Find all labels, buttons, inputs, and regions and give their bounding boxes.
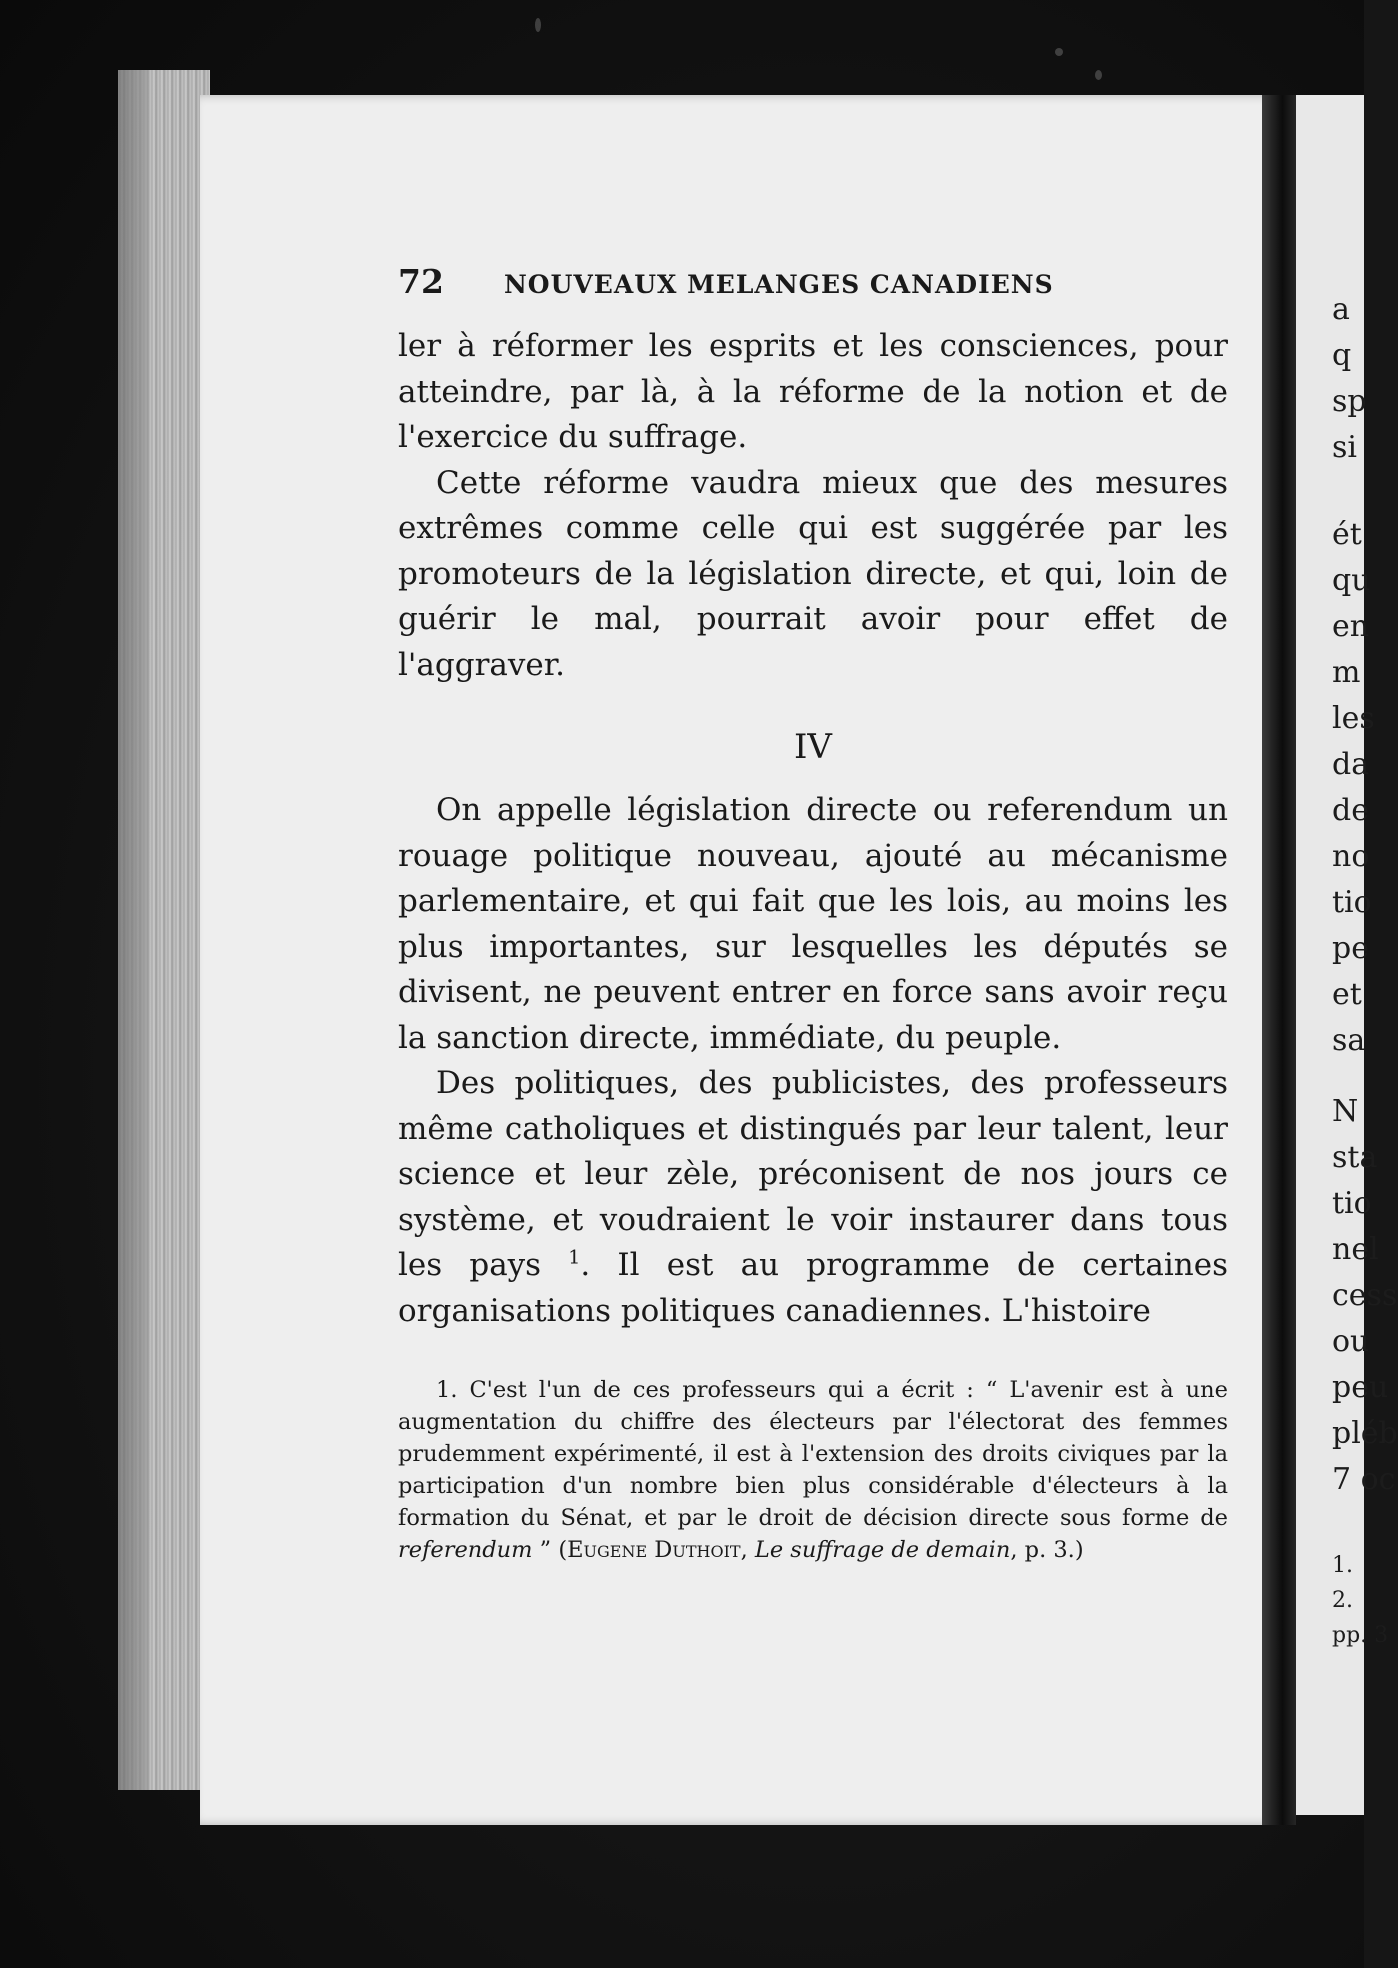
footnote-text: C'est l'un de ces professeurs qui a écrit : “ L'avenir est à une augmentation du chiffre des électeurs par l'électorat des femmes prudemment expérimenté, il est à l'extension des droits civiques par la participation d'un nombre bien plus considérable d'électeurs à la formation du Sénat, et par le droit de décision directe sous forme de xyxy=(398,1377,1228,1531)
footnote-separator: , xyxy=(740,1537,755,1563)
paragraph-1: ler à réformer les esprits et les consciences, pour atteindre, par là, à la réforme de la notion et de l'exercice du suffrage. xyxy=(398,328,1228,455)
right-page-fragment: 2. xyxy=(1332,1588,1353,1613)
right-page-partial xyxy=(1296,95,1398,1815)
scan-speck xyxy=(535,18,541,32)
footnote-book-title: Le suffrage de demain xyxy=(754,1537,1011,1563)
footnote-quote-close: ” ( xyxy=(532,1537,568,1563)
scan-speck xyxy=(1095,70,1102,80)
paragraph-3: On appelle législation directe ou referendum un rouage politique nouveau, ajouté au mécanisme parlementaire, et qui fait que les lois, au moins les plus importantes, sur lesquelles les députés se divisent, ne peuvent entrer en force sans avoir reçu la sanction directe, immédiate, du peuple. xyxy=(398,792,1228,1056)
running-header xyxy=(398,262,1228,312)
paragraph-4-text: Des politiques, des publicistes, des professeurs même catholiques et distingués par leur talent, leur science et leur zèle, préconisent de nos jours ce système, et voudraient le voir instaurer dans tous les pays xyxy=(398,1065,1228,1283)
section-heading: IV xyxy=(794,727,832,767)
right-page-fragment: sa xyxy=(1332,1023,1366,1058)
right-page-fragment: a xyxy=(1332,292,1350,327)
footnote-page-ref: , p. 3.) xyxy=(1010,1537,1084,1563)
right-page-fragment: pe xyxy=(1332,931,1369,966)
paragraph-4 xyxy=(398,1061,1228,1334)
page-number: 72 xyxy=(398,262,444,301)
right-page-fragment: m xyxy=(1332,655,1361,690)
right-page-fragment: tio xyxy=(1332,885,1372,920)
right-page-fragment: sta xyxy=(1332,1140,1378,1175)
right-page-fragment: pp. 3 xyxy=(1332,1623,1389,1648)
right-page-fragment: qu xyxy=(1332,563,1371,598)
running-title: NOUVEAUX MELANGES CANADIENS xyxy=(503,270,1054,299)
book-cover-edge xyxy=(118,70,148,1790)
footnote-1 xyxy=(398,1374,1228,1566)
right-page-fragment: N xyxy=(1332,1094,1359,1129)
scan-speck xyxy=(1055,48,1063,56)
footnote-italic-term: referendum xyxy=(398,1537,533,1563)
right-page-fragment: tio xyxy=(1332,1186,1372,1221)
footnote-reference[interactable]: 1 xyxy=(568,1246,581,1269)
page-text-column xyxy=(398,262,1228,1566)
right-page-fragment: les xyxy=(1332,701,1375,736)
footnote-author: Eugene Duthoit xyxy=(567,1537,741,1563)
right-page-fragment: en xyxy=(1332,609,1370,644)
right-page-fragment: et xyxy=(1332,977,1362,1012)
right-page-fragment: ou xyxy=(1332,1324,1370,1359)
right-page-fragment: ét xyxy=(1332,517,1362,552)
right-page-fragment: sp xyxy=(1332,384,1367,419)
right-page-fragment: nel xyxy=(1332,1232,1379,1267)
right-page-fragment: peu xyxy=(1332,1370,1389,1405)
right-page-fragment: cess xyxy=(1332,1278,1398,1313)
right-page-fragment: 7 oc xyxy=(1332,1462,1396,1497)
right-page-fragment: q xyxy=(1332,338,1352,373)
paragraph-4-text-end: . Il est au programme de certaines organisations politiques canadiennes. L'histoire xyxy=(398,1247,1228,1329)
book-gutter xyxy=(1262,95,1296,1825)
right-page-fragment: da xyxy=(1332,747,1370,782)
right-page-fragment: si xyxy=(1332,430,1357,465)
paragraph-2: Cette réforme vaudra mieux que des mesures extrêmes comme celle qui est suggérée par les promoteurs de la législation directe, et qui, loin de guérir le mal, pourrait avoir pour effet de l'aggraver. xyxy=(398,464,1228,683)
right-page-fragment: de xyxy=(1332,793,1369,828)
right-page-fragment: no xyxy=(1332,839,1370,874)
right-page-fragment: 1. xyxy=(1332,1553,1353,1578)
right-page-fragment: pléb xyxy=(1332,1416,1398,1451)
footnote-number: 1. xyxy=(436,1377,458,1403)
